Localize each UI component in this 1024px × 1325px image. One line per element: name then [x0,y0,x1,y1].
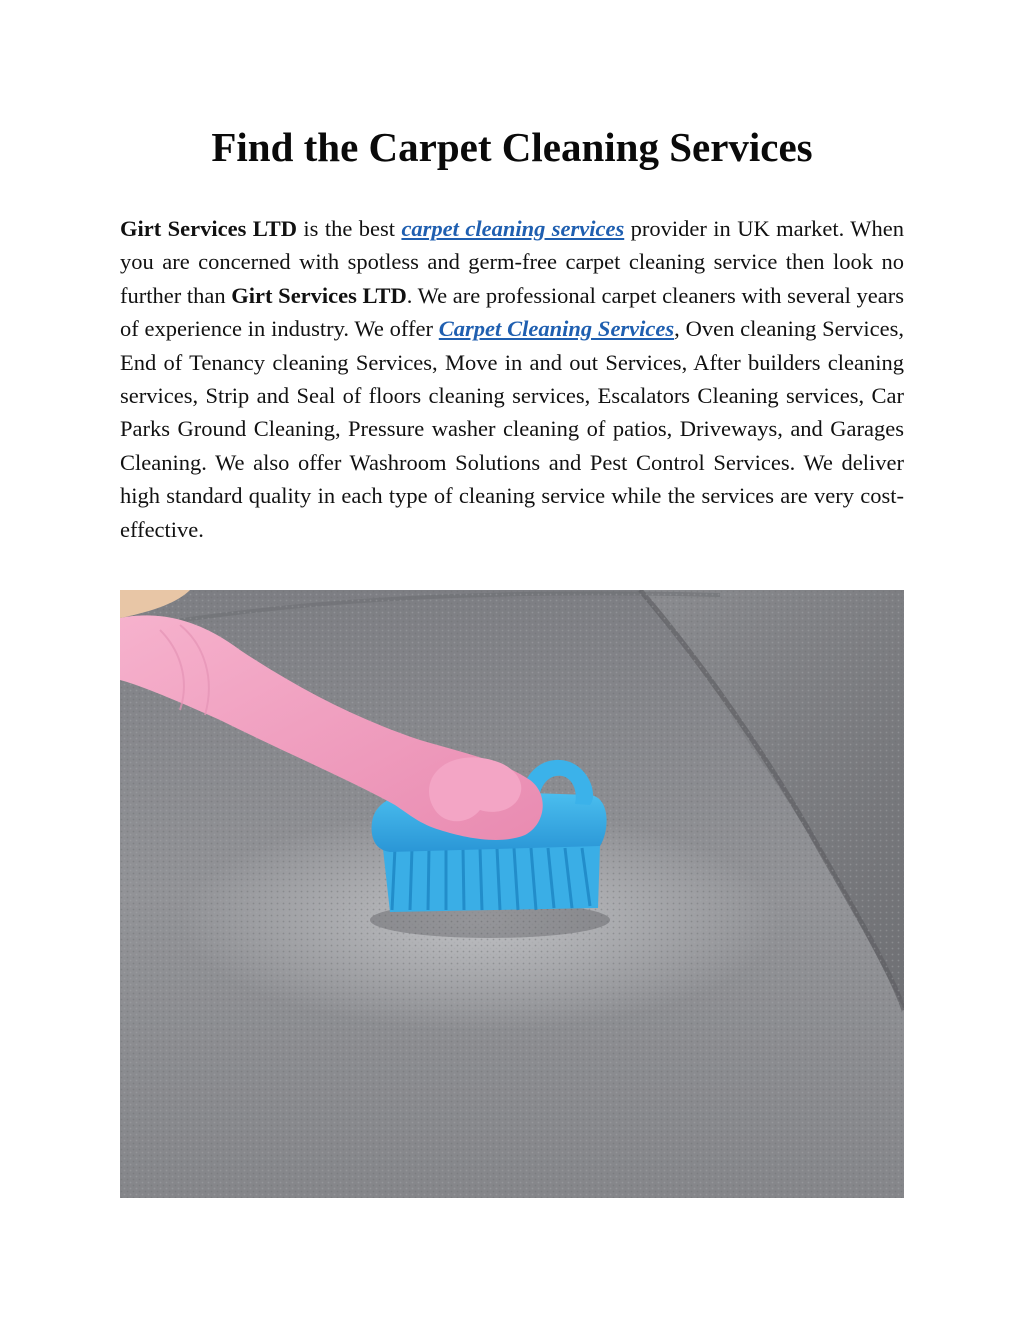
company-name: Girt Services LTD [120,216,297,241]
carpet-cleaning-services-link[interactable]: carpet cleaning services [401,216,625,241]
page-title: Find the Carpet Cleaning Services [211,124,813,170]
body-text-segment: . We are professional carpet cleaners with several years of experience in industry. We offer [120,282,904,342]
body-text-segment: is the best [297,216,402,241]
carpet-cleaning-services-link-2[interactable]: Carpet Cleaning Services [438,316,675,342]
sofa-cleaning-photo [120,590,904,1198]
company-name: Girt Services LTD [231,282,407,308]
body-text-segment: , Oven cleaning Services, End of Tenancy cleaning Services, Move in and out Services, After builders cleaning services, Strip and Seal of floors cleaning services, Escalators Cleaning services, Car Parks Ground Cleaning, Pressure washer cleaning of patios, Driveways, and Garages Cleaning. We also offer Washroom Solutions and Pest Control Services. We deliver high standard quality in each type of cleaning service while the services are very cost-effective. [120,316,905,542]
body-paragraph [120,212,904,546]
body-text-segment: provider in UK market. When you are concerned with spotless and germ-free carpet cleaning service then look no further than [120,216,904,308]
